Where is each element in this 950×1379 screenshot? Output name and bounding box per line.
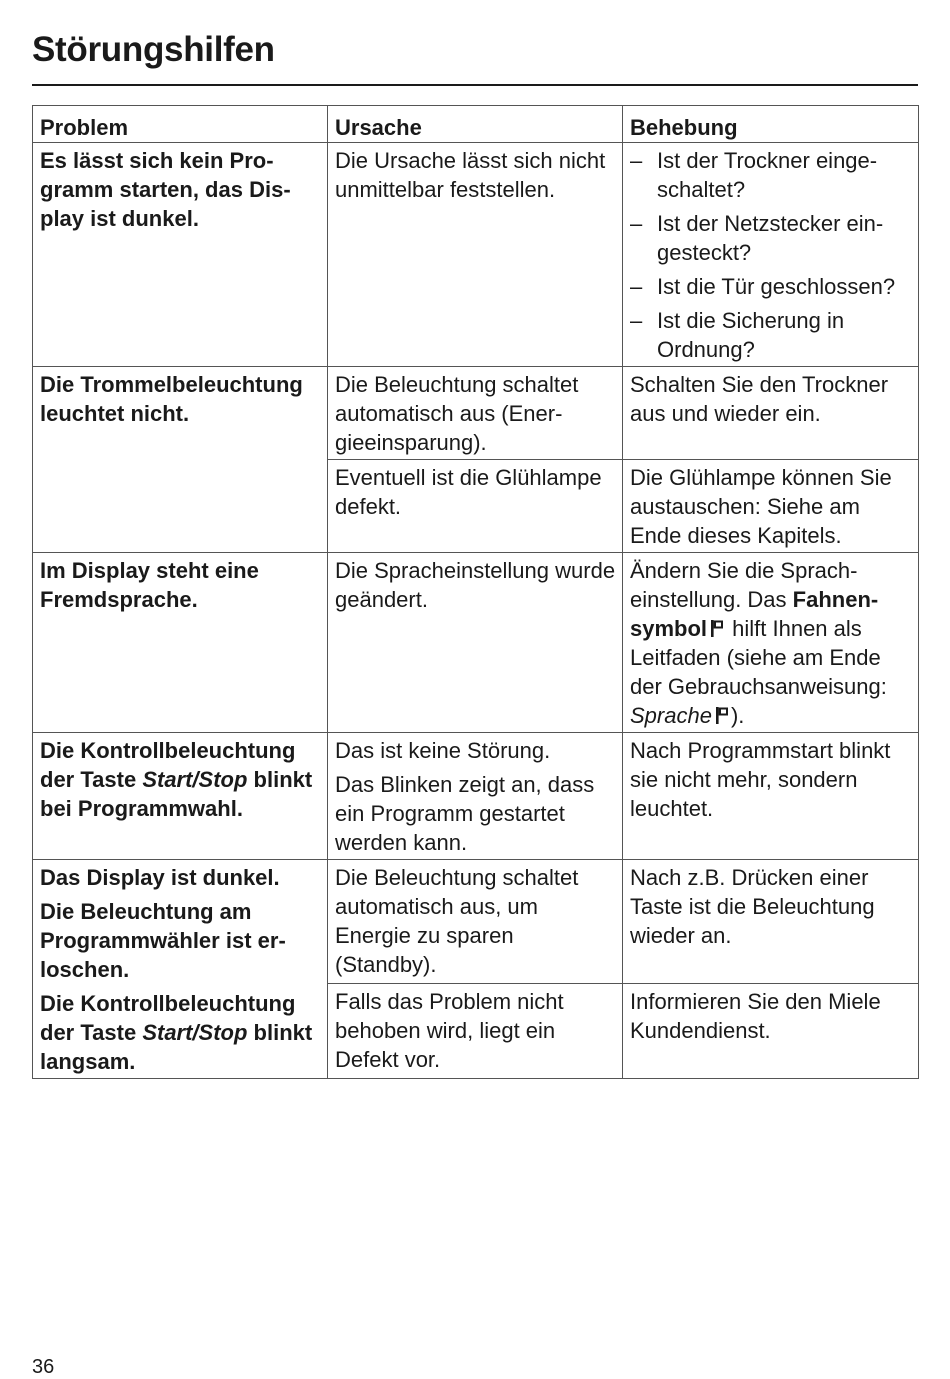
remedy-cell: Informieren Sie den Miele Kundendienst. bbox=[623, 984, 919, 1079]
cause-line: Das ist keine Störung. bbox=[335, 738, 551, 763]
problem-line: Die Beleuchtung am Programmwähler ist erloschen. bbox=[40, 899, 286, 982]
header-cause: Ursache bbox=[328, 106, 623, 143]
table-row bbox=[33, 143, 919, 367]
remedy-cell: Nach Programmstart blinkt sie nicht mehr, sondern leuchtet. bbox=[623, 733, 919, 860]
problem-text: Die Kontrollbeleuchtung der Taste bbox=[40, 991, 296, 1045]
troubleshooting-table bbox=[32, 105, 919, 1079]
header-problem: Problem bbox=[33, 106, 328, 143]
cause-cell: Die Beleuchtung schaltet automatisch aus, um Energie zu sparen (Standby). bbox=[328, 860, 623, 984]
header-remedy: Behebung bbox=[623, 106, 919, 143]
problem-cell: Im Display steht eine Fremdsprache. bbox=[33, 553, 328, 733]
remedy-checklist bbox=[630, 146, 912, 364]
problem-line: Das Display ist dunkel. bbox=[40, 865, 280, 890]
table-row bbox=[33, 733, 919, 860]
problem-text: blinkt bei Programmwahl. bbox=[40, 767, 313, 821]
remedy-text: hilft Ihnen als Leitfaden (siehe am Ende der Gebrauchsanweisung: bbox=[630, 616, 887, 699]
remedy-cell: Schalten Sie den Trockner aus und wieder ein. bbox=[623, 367, 919, 460]
remedy-bold-text: Fahnensymbol bbox=[630, 587, 879, 641]
problem-cell bbox=[33, 733, 328, 860]
table-row bbox=[33, 860, 919, 984]
flag-icon bbox=[715, 706, 729, 725]
problem-cell: Es lässt sich kein Programm starten, das Display ist dunkel. bbox=[33, 143, 328, 367]
problem-line bbox=[40, 989, 321, 1076]
page-number: 36 bbox=[32, 1356, 55, 1378]
table-row bbox=[33, 367, 919, 460]
problem-cell: Die Trommelbeleuchtung leuchtet nicht. bbox=[33, 367, 328, 553]
cause-cell: Die Ursache lässt sich nicht unmittelbar feststellen. bbox=[328, 143, 623, 367]
list-item: – Ist der Netzstecker eingesteckt? bbox=[630, 209, 912, 267]
cause-cell: Eventuell ist die Glühlampe defekt. bbox=[328, 460, 623, 553]
problem-cell bbox=[33, 860, 328, 1079]
flag-icon bbox=[710, 619, 724, 638]
table-header-row bbox=[33, 106, 919, 143]
problem-italic-text: Start/Stop bbox=[142, 1020, 248, 1045]
title-divider bbox=[32, 84, 918, 86]
remedy-text: Ändern Sie die Spracheinstellung. Das bbox=[630, 558, 858, 612]
problem-text: Die Kontrollbeleuchtung der Taste bbox=[40, 738, 296, 792]
cause-cell: Die Spracheinstellung wurde geändert. bbox=[328, 553, 623, 733]
remedy-cell bbox=[623, 143, 919, 367]
remedy-text: ). bbox=[730, 703, 745, 728]
remedy-cell: Nach z.B. Drücken einer Taste ist die Beleuchtung wieder an. bbox=[623, 860, 919, 984]
remedy-italic-text: Sprache bbox=[630, 703, 712, 728]
page-title: Störungshilfen bbox=[32, 30, 275, 69]
remedy-cell: Die Glühlampe können Sie austauschen: Siehe am Ende dieses Kapitels. bbox=[623, 460, 919, 553]
list-item: – Ist die Tür geschlossen? bbox=[630, 272, 912, 301]
cause-cell bbox=[328, 733, 623, 860]
remedy-cell bbox=[623, 553, 919, 733]
list-item: – Ist die Sicherung in Ordnung? bbox=[630, 306, 912, 364]
list-item: – Ist der Trockner eingeschaltet? bbox=[630, 146, 912, 204]
problem-italic-text: Start/Stop bbox=[142, 767, 248, 792]
cause-line: Das Blinken zeigt an, dass ein Programm gestartet werden kann. bbox=[335, 772, 595, 855]
cause-cell: Die Beleuchtung schaltet automatisch aus (Energieeinsparung). bbox=[328, 367, 623, 460]
problem-text: blinkt langsam. bbox=[40, 1020, 313, 1074]
cause-cell: Falls das Problem nicht behoben wird, liegt ein Defekt vor. bbox=[328, 984, 623, 1079]
table-row bbox=[33, 553, 919, 733]
